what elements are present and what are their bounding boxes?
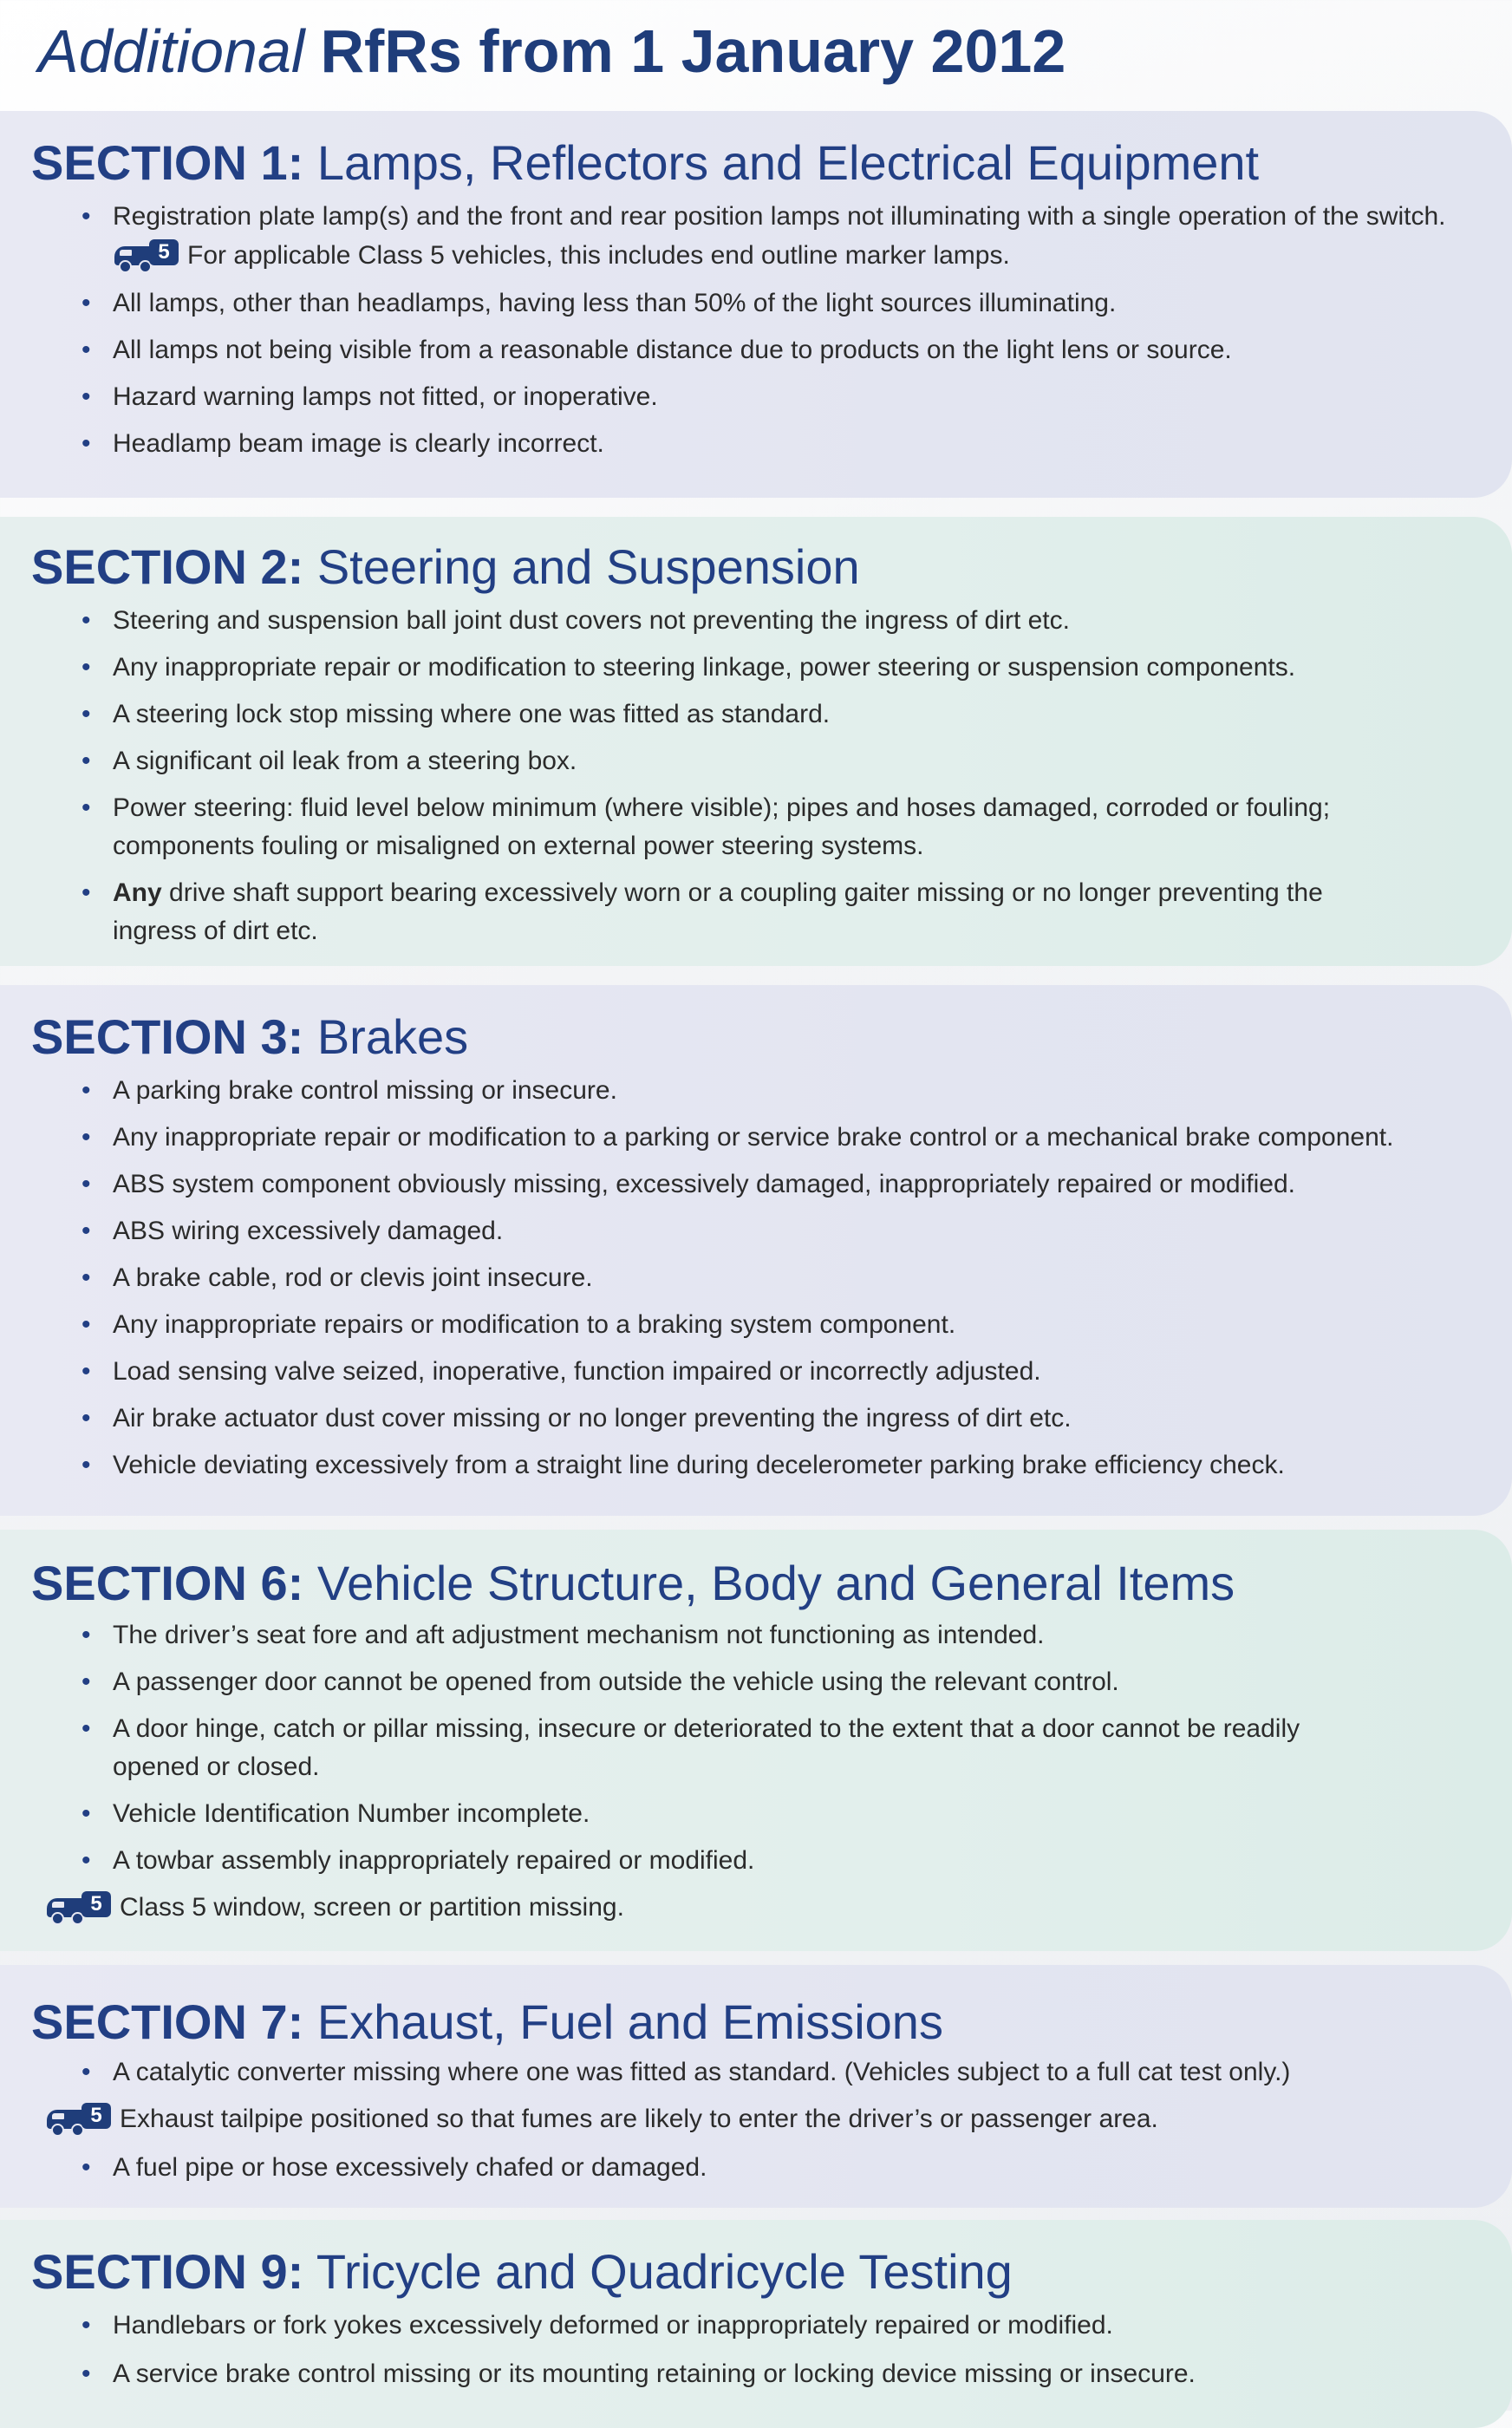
bullet-icon: • xyxy=(81,747,91,775)
section-number: SECTION 7: xyxy=(31,1994,304,2049)
bullet-icon: • xyxy=(81,700,91,728)
section-name: Lamps, Reflectors and Electrical Equipment xyxy=(316,135,1260,190)
list-item: • Any inappropriate repair or modification to a parking or service brake control or a mechanical brake component. xyxy=(113,1119,1483,1157)
section-9-heading xyxy=(31,2244,1013,2300)
bullet-icon: • xyxy=(81,1668,91,1696)
title-italic: Additional xyxy=(38,17,305,85)
bullet-icon: • xyxy=(81,1217,91,1245)
list-item: 5 For applicable Class 5 vehicles, this includes end outline marker lamps. xyxy=(114,237,1484,275)
list-item: • Air brake actuator dust cover missing or no longer preventing the ingress of dirt etc. xyxy=(113,1400,1483,1438)
section-number: SECTION 3: xyxy=(31,1009,304,1064)
list-item: • ABS wiring excessively damaged. xyxy=(113,1212,1483,1250)
section-number: SECTION 1: xyxy=(31,135,304,190)
list-item: • Any drive shaft support bearing excessively worn or a coupling gaiter missing or no longer preventing the ingress of dirt etc. xyxy=(113,874,1344,950)
list-item: • Power steering: fluid level below minimum (where visible); pipes and hoses damaged, corroded or fouling; components fouling or misaligned on external power steering systems. xyxy=(113,789,1439,865)
bullet-icon: • xyxy=(81,1310,91,1339)
list-item: • A service brake control missing or its mounting retaining or locking device missing or insecure. xyxy=(113,2355,1483,2393)
bullet-icon: • xyxy=(81,429,91,458)
bullet-icon: • xyxy=(81,1076,91,1105)
bullet-icon: • xyxy=(81,382,91,411)
list-item: • Steering and suspension ball joint dust covers not preventing the ingress of dirt etc. xyxy=(113,602,1483,640)
section-2-heading xyxy=(31,539,860,595)
bullet-icon: • xyxy=(81,1170,91,1198)
bullet-icon: • xyxy=(81,2058,91,2086)
section-name: Steering and Suspension xyxy=(316,539,860,594)
list-item: • The driver’s seat fore and aft adjustment mechanism not functioning as intended. xyxy=(113,1616,1483,1655)
class5-van-icon: 5 xyxy=(47,1891,113,1921)
bullet-icon: • xyxy=(81,1621,91,1649)
list-item: • Headlamp beam image is clearly incorrect. xyxy=(113,425,1483,463)
bullet-icon: • xyxy=(81,202,91,231)
section-name: Brakes xyxy=(316,1009,469,1064)
bullet-icon: • xyxy=(81,1714,91,1743)
list-item: • A parking brake control missing or insecure. xyxy=(113,1072,1483,1110)
list-item: • Any inappropriate repairs or modification to a braking system component. xyxy=(113,1306,1483,1344)
bullet-icon: • xyxy=(81,606,91,635)
bullet-icon: • xyxy=(81,289,91,317)
bullet-icon: • xyxy=(81,1357,91,1386)
bullet-icon: • xyxy=(81,878,91,907)
bullet-icon: • xyxy=(81,1123,91,1152)
list-item: 5 Class 5 window, screen or partition missing. xyxy=(47,1889,1417,1927)
bullet-icon: • xyxy=(81,1404,91,1433)
class5-van-icon: 5 xyxy=(47,2103,113,2132)
list-item: • Registration plate lamp(s) and the front and rear position lamps not illuminating with a single operation of the switch. xyxy=(113,198,1483,236)
list-item: • Vehicle Identification Number incomplete. xyxy=(113,1795,1483,1833)
section-number: SECTION 9: xyxy=(31,2244,304,2299)
bullet-icon: • xyxy=(81,1846,91,1875)
section-1-heading xyxy=(31,135,1259,191)
bullet-icon: • xyxy=(81,336,91,364)
bullet-icon: • xyxy=(81,2359,91,2388)
section-9 xyxy=(0,2220,1512,2428)
list-item: • A brake cable, rod or clevis joint insecure. xyxy=(113,1259,1483,1297)
class5-van-icon: 5 xyxy=(114,239,180,269)
list-item: • A steering lock stop missing where one was fitted as standard. xyxy=(113,695,1483,734)
list-item: 5 Exhaust tailpipe positioned so that fumes are likely to enter the driver’s or passenger area. xyxy=(47,2100,1417,2138)
page-title xyxy=(38,12,1066,90)
list-item: • A passenger door cannot be opened from outside the vehicle using the relevant control. xyxy=(113,1663,1483,1701)
list-item: • A significant oil leak from a steering box. xyxy=(113,742,1483,780)
list-item: • Any inappropriate repair or modification to steering linkage, power steering or suspension components. xyxy=(113,649,1483,687)
title-bold: RfRs from 1 January 2012 xyxy=(320,17,1066,85)
section-2 xyxy=(0,517,1512,966)
section-name: Exhaust, Fuel and Emissions xyxy=(316,1994,943,2049)
list-item: • Hazard warning lamps not fitted, or inoperative. xyxy=(113,378,1483,416)
list-item: • A fuel pipe or hose excessively chafed or damaged. xyxy=(113,2149,1483,2187)
section-3 xyxy=(0,985,1512,1516)
section-7 xyxy=(0,1965,1512,2208)
list-item: • A towbar assembly inappropriately repaired or modified. xyxy=(113,1842,1483,1880)
bullet-icon: • xyxy=(81,793,91,822)
section-3-heading xyxy=(31,1009,468,1065)
list-item: • All lamps not being visible from a reasonable distance due to products on the light lens or source. xyxy=(113,331,1483,369)
section-7-heading xyxy=(31,1994,943,2050)
section-name: Tricycle and Quadricycle Testing xyxy=(316,2244,1013,2299)
bullet-icon: • xyxy=(81,653,91,682)
list-item: • All lamps, other than headlamps, having less than 50% of the light sources illuminating. xyxy=(113,284,1483,323)
bullet-icon: • xyxy=(81,2311,91,2340)
list-item: • Handlebars or fork yokes excessively deformed or inappropriately repaired or modified. xyxy=(113,2307,1483,2345)
section-6-heading xyxy=(31,1556,1235,1611)
list-item: • A door hinge, catch or pillar missing, insecure or deteriorated to the extent that a door cannot be readily opened or closed. xyxy=(113,1710,1309,1786)
list-item: • Load sensing valve seized, inoperative, function impaired or incorrectly adjusted. xyxy=(113,1353,1483,1391)
bullet-icon: • xyxy=(81,1451,91,1479)
list-item: • Vehicle deviating excessively from a straight line during decelerometer parking brake efficiency check. xyxy=(113,1446,1483,1485)
bullet-icon: • xyxy=(81,1263,91,1292)
section-1 xyxy=(0,111,1512,498)
section-name: Vehicle Structure, Body and General Items xyxy=(316,1556,1235,1610)
list-item: • ABS system component obviously missing, excessively damaged, inappropriately repaired or modified. xyxy=(113,1165,1483,1204)
section-number: SECTION 2: xyxy=(31,539,304,594)
list-item: • A catalytic converter missing where one was fitted as standard. (Vehicles subject to a full cat test only.) xyxy=(113,2053,1483,2092)
section-6 xyxy=(0,1530,1512,1951)
bullet-icon: • xyxy=(81,2153,91,2182)
bullet-icon: • xyxy=(81,1799,91,1828)
section-number: SECTION 6: xyxy=(31,1556,304,1610)
